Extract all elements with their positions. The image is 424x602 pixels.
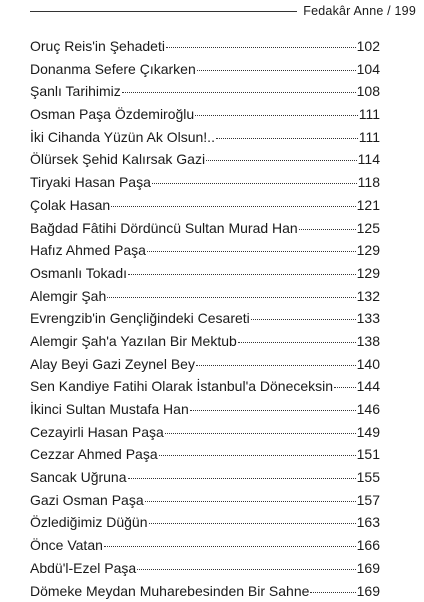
- toc-dot-leader: [147, 251, 356, 252]
- toc-entry-page: 138: [357, 330, 380, 353]
- toc-dot-leader: [107, 297, 355, 298]
- toc-entry-page: 169: [357, 580, 380, 602]
- toc-entry: [30, 239, 380, 262]
- running-header: [30, 0, 416, 22]
- toc-dot-leader: [145, 501, 356, 502]
- toc-entry-title: Şanlı Tarihimiz: [30, 80, 121, 103]
- toc-dot-leader: [152, 183, 357, 184]
- toc-entry: [30, 534, 380, 557]
- toc-dot-leader: [299, 229, 356, 230]
- toc-entry: [30, 307, 380, 330]
- toc-entry-page: 108: [357, 80, 380, 103]
- toc-entry-page: 163: [357, 511, 380, 534]
- toc-entry-title: Osman Paşa Özdemiroğlu: [30, 103, 194, 126]
- toc-entry: [30, 375, 380, 398]
- toc-entry: [30, 262, 380, 285]
- toc-dot-leader: [122, 92, 356, 93]
- toc-entry-page: 157: [357, 489, 380, 512]
- toc-entry: [30, 580, 380, 602]
- toc-entry-page: 132: [357, 285, 380, 308]
- toc-entry-page: 169: [357, 557, 380, 580]
- toc-entry-title: Çolak Hasan: [30, 194, 110, 217]
- table-of-contents: [30, 35, 380, 602]
- toc-entry-page: 118: [358, 171, 380, 194]
- toc-entry-title: Gazi Osman Paşa: [30, 489, 144, 512]
- header-title: Fedakâr Anne / 199: [303, 4, 416, 18]
- toc-entry: [30, 58, 380, 81]
- toc-entry: [30, 557, 380, 580]
- toc-entry: [30, 194, 380, 217]
- toc-entry-page: 144: [357, 375, 380, 398]
- toc-entry-title: Bağdad Fâtihi Dördüncü Sultan Murad Han: [30, 217, 298, 240]
- toc-entry-page: 125: [357, 217, 380, 240]
- toc-entry-page: 121: [357, 194, 380, 217]
- toc-dot-leader: [238, 342, 356, 343]
- toc-dot-leader: [128, 478, 356, 479]
- toc-dot-leader: [334, 387, 356, 388]
- toc-entry-title: Cezzar Ahmed Paşa: [30, 443, 158, 466]
- toc-entry-title: Alemgir Şah'a Yazılan Bir Mektub: [30, 330, 237, 353]
- toc-dot-leader: [159, 455, 356, 456]
- toc-entry-page: 129: [357, 262, 380, 285]
- toc-dot-leader: [190, 410, 356, 411]
- toc-entry-title: Tiryaki Hasan Paşa: [30, 171, 151, 194]
- toc-entry: [30, 489, 380, 512]
- toc-entry-title: Evrengzib'in Gençliğindeki Cesareti: [30, 307, 250, 330]
- toc-dot-leader: [149, 523, 356, 524]
- toc-entry-page: 111: [359, 126, 380, 149]
- toc-entry-title: Abdü'l-Ezel Paşa: [30, 557, 136, 580]
- toc-dot-leader: [104, 546, 356, 547]
- toc-dot-leader: [196, 365, 356, 366]
- toc-entry: [30, 148, 380, 171]
- toc-entry-page: 111: [359, 103, 380, 126]
- toc-entry-page: 166: [357, 534, 380, 557]
- toc-dot-leader: [251, 319, 356, 320]
- toc-entry-page: 104: [357, 58, 380, 81]
- toc-entry-title: İki Cihanda Yüzün Ak Olsun!..: [30, 126, 215, 149]
- toc-dot-leader: [195, 115, 358, 116]
- toc-entry: [30, 80, 380, 103]
- toc-dot-leader: [216, 138, 358, 139]
- toc-entry: [30, 126, 380, 149]
- toc-dot-leader: [137, 569, 355, 570]
- toc-entry-page: 140: [357, 353, 380, 376]
- toc-dot-leader: [206, 160, 357, 161]
- toc-entry: [30, 398, 380, 421]
- toc-entry: [30, 217, 380, 240]
- toc-entry-page: 146: [357, 398, 380, 421]
- toc-entry-page: 155: [357, 466, 380, 489]
- toc-entry: [30, 330, 380, 353]
- toc-entry-page: 149: [357, 421, 380, 444]
- toc-dot-leader: [166, 47, 356, 48]
- toc-entry: [30, 353, 380, 376]
- toc-entry: [30, 171, 380, 194]
- toc-entry-title: Dömeke Meydan Muharebesinden Bir Sahne: [30, 580, 309, 602]
- toc-entry-title: Özlediğimiz Düğün: [30, 511, 148, 534]
- toc-entry-title: Sen Kandiye Fatihi Olarak İstanbul'a Döneceksin: [30, 375, 333, 398]
- toc-entry-page: 114: [358, 148, 380, 171]
- toc-entry-title: Hafız Ahmed Paşa: [30, 239, 146, 262]
- toc-entry-title: Sancak Uğruna: [30, 466, 127, 489]
- toc-entry-title: Alemgir Şah: [30, 285, 106, 308]
- toc-entry-title: Osmanlı Tokadı: [30, 262, 127, 285]
- toc-entry-page: 129: [357, 239, 380, 262]
- toc-dot-leader: [165, 433, 356, 434]
- toc-entry-page: 102: [357, 35, 380, 58]
- toc-entry-title: Oruç Reis'in Şehadeti: [30, 35, 165, 58]
- toc-dot-leader: [128, 274, 356, 275]
- header-rule: [30, 11, 297, 12]
- toc-entry: [30, 511, 380, 534]
- toc-entry-title: Önce Vatan: [30, 534, 103, 557]
- toc-entry-page: 133: [357, 307, 380, 330]
- toc-entry: [30, 443, 380, 466]
- toc-dot-leader: [197, 70, 356, 71]
- toc-entry-title: Cezayirli Hasan Paşa: [30, 421, 164, 444]
- toc-entry-title: Ölürsek Şehid Kalırsak Gazi: [30, 148, 205, 171]
- toc-entry-page: 151: [357, 443, 380, 466]
- toc-entry-title: Alay Beyi Gazi Zeynel Bey: [30, 353, 195, 376]
- toc-dot-leader: [310, 592, 355, 593]
- toc-entry: [30, 421, 380, 444]
- toc-dot-leader: [111, 206, 355, 207]
- toc-entry: [30, 103, 380, 126]
- toc-entry-title: İkinci Sultan Mustafa Han: [30, 398, 189, 421]
- toc-entry: [30, 35, 380, 58]
- toc-entry: [30, 466, 380, 489]
- toc-entry-title: Donanma Sefere Çıkarken: [30, 58, 196, 81]
- toc-entry: [30, 285, 380, 308]
